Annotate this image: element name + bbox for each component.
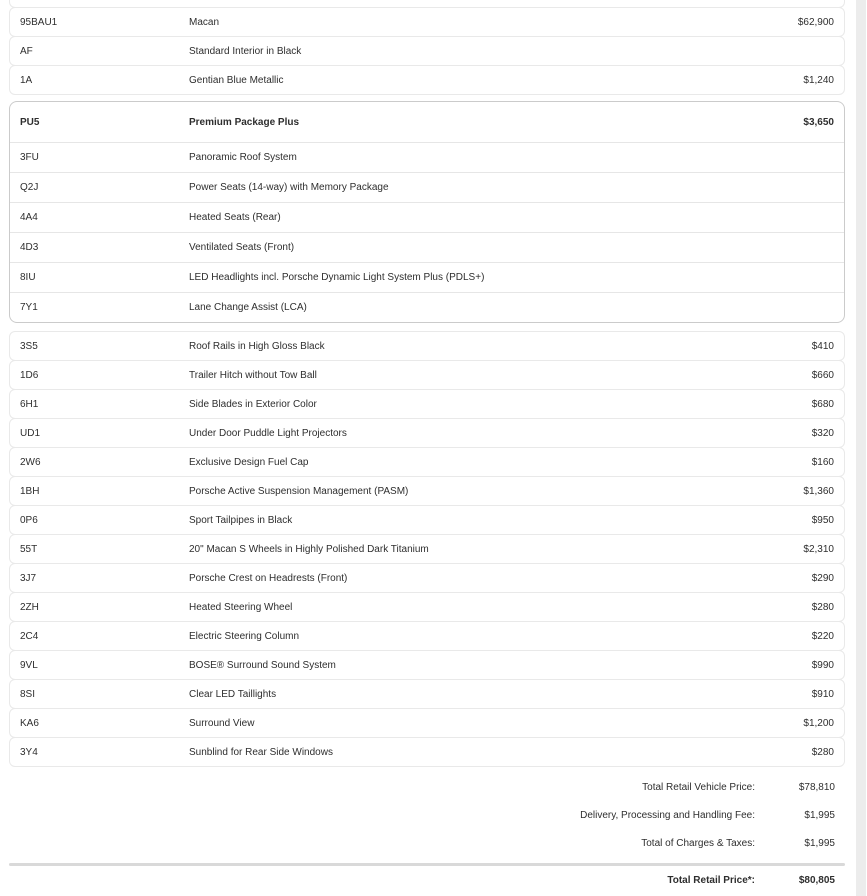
order-sheet-content: [9, 0, 845, 896]
package-item-row: [10, 202, 844, 232]
table-row: [9, 505, 845, 535]
total-label: Total of Charges & Taxes:: [641, 837, 755, 849]
table-row: [9, 679, 845, 709]
option-code: 4D3: [20, 242, 39, 253]
option-description: Heated Seats (Rear): [189, 212, 281, 223]
table-row: [9, 36, 845, 66]
totals-row: [19, 801, 835, 829]
option-rows: [9, 331, 845, 767]
option-description: Heated Steering Wheel: [189, 601, 293, 613]
option-code: 2ZH: [20, 601, 39, 613]
total-label: Delivery, Processing and Handling Fee:: [580, 809, 755, 821]
option-code: 3FU: [20, 152, 39, 163]
option-code: 9VL: [20, 659, 38, 671]
option-description: Panoramic Roof System: [189, 152, 297, 163]
total-value: $1,995: [804, 809, 835, 821]
totals-section: [9, 767, 845, 857]
option-price: $280: [811, 746, 834, 758]
option-description: Under Door Puddle Light Projectors: [189, 427, 347, 439]
package-item-row: [10, 292, 844, 322]
option-price: $910: [811, 688, 834, 700]
table-row: [9, 621, 845, 651]
option-code: 95BAU1: [20, 16, 58, 28]
table-row: [9, 360, 845, 390]
grand-total-value: $80,805: [798, 874, 835, 886]
option-code: UD1: [20, 427, 41, 439]
table-row: [9, 65, 845, 95]
option-code: 1D6: [20, 369, 39, 381]
option-code: 1BH: [20, 485, 40, 497]
package-item-row: [10, 232, 844, 262]
option-price: $1,240: [803, 74, 834, 86]
option-description: Porsche Active Suspension Management (PASM): [189, 485, 409, 497]
option-code: 4A4: [20, 212, 38, 223]
vehicle-rows: [9, 7, 845, 95]
table-row: [9, 708, 845, 738]
grand-total-label: Total Retail Price*:: [667, 874, 755, 886]
option-price: $62,900: [797, 16, 834, 28]
table-row: [9, 331, 845, 361]
option-code: 2W6: [20, 456, 41, 468]
option-description: Surround View: [189, 717, 255, 729]
option-code: 3J7: [20, 572, 37, 584]
option-description: BOSE® Surround Sound System: [189, 659, 336, 671]
option-price: $1,200: [803, 717, 834, 729]
package-items: [10, 142, 844, 322]
option-price: $160: [811, 456, 834, 468]
package-item-row: [10, 172, 844, 202]
option-description: Sunblind for Rear Side Windows: [189, 746, 333, 758]
option-description: Power Seats (14-way) with Memory Package: [189, 182, 389, 193]
option-price: $660: [811, 369, 834, 381]
option-price: $680: [811, 398, 834, 410]
option-price: $280: [811, 601, 834, 613]
table-row: [9, 447, 845, 477]
total-label: Total Retail Vehicle Price:: [642, 781, 755, 793]
package-name: Premium Package Plus: [189, 116, 300, 128]
option-price: $950: [811, 514, 834, 526]
option-description: Ventilated Seats (Front): [189, 242, 295, 253]
package-header-row: [10, 102, 844, 142]
option-description: Clear LED Taillights: [189, 688, 277, 700]
table-row: [9, 737, 845, 767]
scrollbar-track[interactable]: [856, 0, 866, 896]
option-code: 1A: [20, 74, 33, 86]
total-value: $78,810: [798, 781, 835, 793]
option-description: Trailer Hitch without Tow Ball: [189, 369, 317, 381]
option-code: Q2J: [20, 182, 39, 193]
option-code: 3Y4: [20, 746, 38, 758]
option-price: $410: [811, 340, 834, 352]
option-code: AF: [20, 45, 33, 57]
grand-total-row: [19, 866, 835, 894]
premium-package-box: [9, 101, 845, 323]
option-description: 20" Macan S Wheels in Highly Polished Dark Titanium: [189, 543, 429, 555]
option-price: $220: [811, 630, 834, 642]
table-row: [9, 650, 845, 680]
totals-row: [19, 773, 835, 801]
option-description: LED Headlights incl. Porsche Dynamic Light System Plus (PDLS+): [189, 272, 485, 283]
option-price: $990: [811, 659, 834, 671]
option-price: $290: [811, 572, 834, 584]
option-description: Sport Tailpipes in Black: [189, 514, 293, 526]
option-description: Macan: [189, 16, 220, 28]
option-description: Electric Steering Column: [189, 630, 300, 642]
option-description: Standard Interior in Black: [189, 45, 302, 57]
option-price: $320: [811, 427, 834, 439]
option-description: Exclusive Design Fuel Cap: [189, 456, 309, 468]
option-code: 8IU: [20, 272, 36, 283]
total-value: $1,995: [804, 837, 835, 849]
table-row: [9, 534, 845, 564]
option-price: $2,310: [803, 543, 834, 555]
option-code: 0P6: [20, 514, 38, 526]
package-item-row: [10, 142, 844, 172]
option-code: 2C4: [20, 630, 39, 642]
table-row: [9, 389, 845, 419]
package-price: $3,650: [803, 116, 834, 128]
option-description: Side Blades in Exterior Color: [189, 398, 317, 410]
option-description: Porsche Crest on Headrests (Front): [189, 572, 348, 584]
package-item-row: [10, 262, 844, 292]
option-code: 55T: [20, 543, 38, 555]
option-description: Gentian Blue Metallic: [189, 74, 284, 86]
table-row: [9, 7, 845, 37]
option-description: Lane Change Assist (LCA): [189, 302, 307, 313]
table-row: [9, 592, 845, 622]
grand-total-section: [9, 866, 845, 894]
option-code: KA6: [20, 717, 39, 729]
table-row: [9, 563, 845, 593]
option-description: Roof Rails in High Gloss Black: [189, 340, 325, 352]
package-code: PU5: [20, 116, 40, 128]
option-code: 6H1: [20, 398, 39, 410]
option-code: 8SI: [20, 688, 36, 700]
table-row: [9, 418, 845, 448]
option-price: $1,360: [803, 485, 834, 497]
totals-row: [19, 829, 835, 857]
option-code: 7Y1: [20, 302, 38, 313]
option-code: 3S5: [20, 340, 38, 352]
table-row: [9, 476, 845, 506]
